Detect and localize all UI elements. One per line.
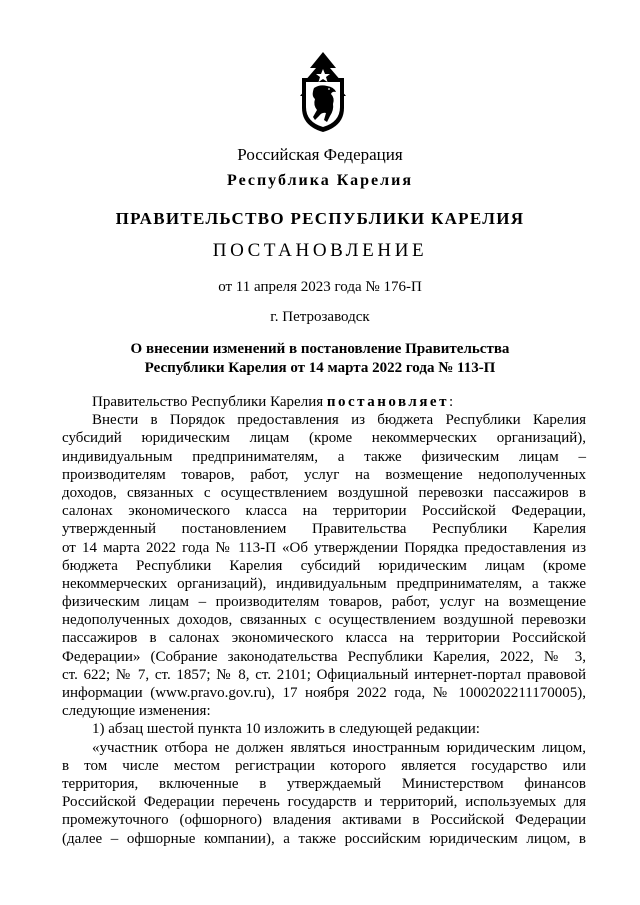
body-line: «участник отбора не должен являться иностранным юридическим лицом, (92, 739, 586, 756)
body-line: доходов, связанных с осуществлением воздушной перевозки пассажиров в (62, 484, 586, 501)
government-title: ПРАВИТЕЛЬСТВО РЕСПУБЛИКИ КАРЕЛИЯ (115, 209, 525, 228)
body-line: производителям товаров, работ, услуг на возмещение недополученных (62, 466, 586, 483)
coat-of-arms-icon (296, 50, 350, 134)
body-line: от 14 марта 2022 года № 113-П «Об утверждении Порядка предоставления из (62, 539, 586, 556)
republic-name: Республика Карелия (227, 172, 413, 189)
preamble-text: Правительство Республики Карелия (92, 394, 327, 410)
preamble (62, 393, 586, 411)
city-name: г. Петрозаводск (270, 309, 370, 325)
date-number: от 11 апреля 2023 года № 176-П (218, 279, 422, 295)
body-line: бюджета Республики Карелия субсидий юридическим лицам (кроме (62, 557, 586, 574)
body-line: промежуточного (офшорного) владения активами в Российской Федерации (62, 812, 586, 829)
body-line: пассажиров в салонах экономического класса на территории Российской (62, 630, 586, 647)
body-line: физическим лицам – производителям товаров, работ, услуг на возмещение (62, 594, 586, 611)
body-line: в том числе местом регистрации которого является государство или (62, 757, 586, 774)
body-line: территория, включенные в утверждаемый Министерством финансов (62, 775, 586, 792)
body-line: субсидий юридическим лицам (кроме некоммерческих организаций), (62, 430, 586, 447)
document-body (62, 393, 586, 848)
body-line: утвержденный постановлением Правительства Республики Карелия (62, 521, 586, 538)
body-line: индивидуальным предпринимателям, а также физическим лицам – (62, 448, 586, 465)
body-line: Внести в Порядок предоставления из бюджета Республики Карелия (92, 412, 586, 429)
body-line: следующие изменения: (62, 703, 211, 720)
document-type: ПОСТАНОВЛЕНИЕ (212, 240, 428, 261)
document-subject (0, 340, 640, 378)
body-lines (62, 411, 586, 848)
country-name: Российская Федерация (237, 145, 403, 164)
body-line: салонах экономического класса на территории Российской Федерации, (62, 503, 586, 520)
body-line: недополученных доходов, связанных с осуществлением воздушной перевозки (62, 612, 586, 629)
body-line: 1) абзац шестой пункта 10 изложить в следующей редакции: (92, 721, 480, 738)
preamble-end: : (448, 394, 454, 410)
subject-line: О внесении изменений в постановление Правительства (130, 341, 510, 357)
body-line: Российской Федерации перечень государств и территорий, используемых для (62, 794, 586, 811)
body-line: Федерации» (Собрание законодательства Республики Карелия, 2022, № 3, (62, 648, 586, 665)
subject-line: Республики Карелия от 14 марта 2022 года № 113-П (144, 360, 496, 376)
body-line: ст. 622; № 7, ст. 1857; № 8, ст. 2101; Официальный интернет-портал правовой (62, 666, 586, 683)
body-line: (далее – офшорные компании), а также российским юридическим лицом, в (62, 830, 586, 847)
body-line: некоммерческих организаций), индивидуальным предпринимателям, а также (62, 575, 586, 592)
body-line: информации (www.pravo.gov.ru), 17 ноября 2022 года, № 1000202211170005), (62, 685, 586, 701)
preamble-keyword: постановляет (326, 394, 449, 410)
